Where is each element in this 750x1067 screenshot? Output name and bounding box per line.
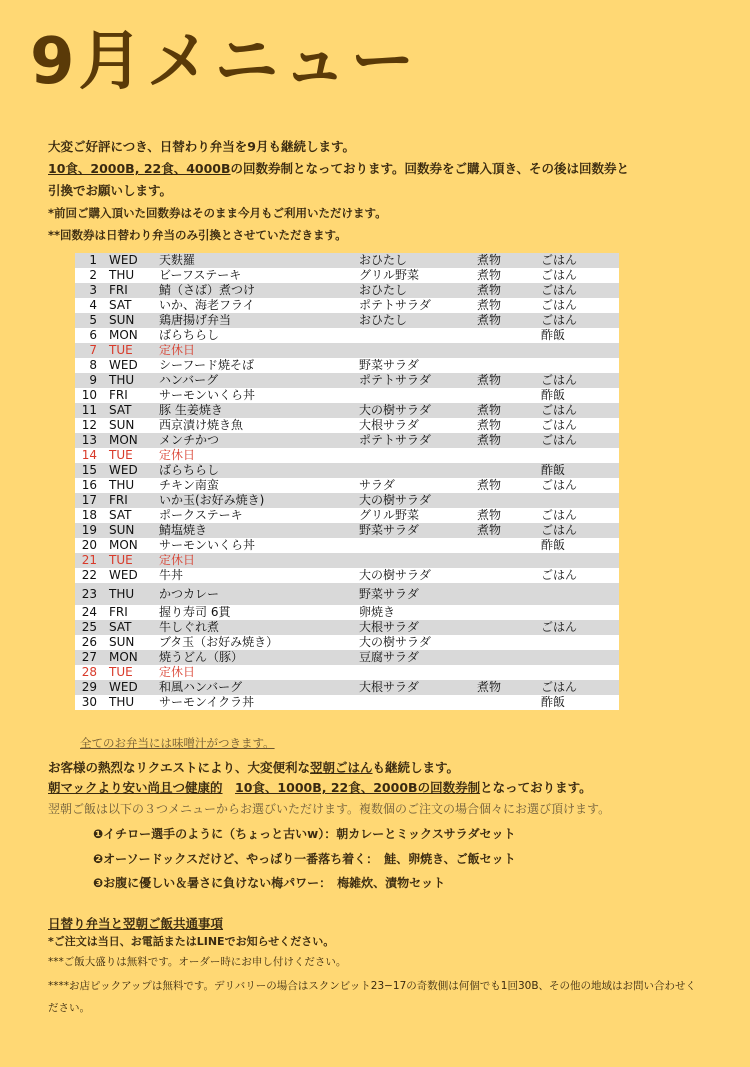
intro-note-1: *前回ご購入頂いた回数券はそのまま今月もご利用いただけます。: [48, 206, 387, 220]
rice-cell: [535, 358, 619, 373]
main-dish-cell: ポークステーキ: [153, 508, 353, 523]
day-cell: 17: [75, 493, 103, 508]
rice-cell: ごはん: [535, 373, 619, 388]
side-dish-cell: 大根サラダ: [353, 680, 471, 695]
rice-cell: 酢飯: [535, 388, 619, 403]
menu-row: [75, 373, 619, 388]
main-dish-cell: 牛丼: [153, 568, 353, 583]
menu-row: [75, 508, 619, 523]
nimono-cell: [471, 583, 535, 605]
main-dish-cell: ばらちらし: [153, 328, 353, 343]
day-cell: 22: [75, 568, 103, 583]
nimono-cell: 煮物: [471, 680, 535, 695]
rice-cell: ごはん: [535, 268, 619, 283]
morning-line-1-pre: お客様の熱烈なリクエストにより、大変便利な: [48, 760, 311, 775]
page-title: 9月メニュー: [30, 25, 419, 99]
menu-row: [75, 695, 619, 710]
weekday-cell: THU: [103, 268, 153, 283]
menu-row: [75, 343, 619, 358]
main-dish-cell: サーモンいくら丼: [153, 538, 353, 553]
miso-soup-note: 全てのお弁当には味噌汁がつきます。: [80, 736, 275, 750]
day-cell: 7: [75, 343, 103, 358]
weekday-cell: FRI: [103, 283, 153, 298]
rice-cell: [535, 553, 619, 568]
main-dish-cell: 握り寿司 6貫: [153, 605, 353, 620]
side-dish-cell: [353, 695, 471, 710]
rice-cell: ごはん: [535, 433, 619, 448]
main-dish-cell: 定休日: [153, 343, 353, 358]
main-dish-cell: サーモンいくら丼: [153, 388, 353, 403]
nimono-cell: [471, 358, 535, 373]
morning-rice-label: 翌朝ごはん: [310, 760, 373, 775]
morning-ticket-price: 10食、1000B, 22食、2000B: [235, 780, 418, 795]
rice-cell: 酢飯: [535, 538, 619, 553]
side-dish-cell: [353, 448, 471, 463]
nimono-cell: 煮物: [471, 298, 535, 313]
main-dish-cell: 豚 生姜焼き: [153, 403, 353, 418]
rice-cell: [535, 493, 619, 508]
set-item-2: ❷オーソードックスだけど、やっぱり一番落ち着く： 鮭、卵焼き、ご飯セット: [93, 851, 516, 866]
weekday-cell: WED: [103, 463, 153, 478]
nimono-cell: [471, 635, 535, 650]
menu-row: [75, 680, 619, 695]
day-cell: 21: [75, 553, 103, 568]
main-dish-cell: いか、海老フライ: [153, 298, 353, 313]
day-cell: 15: [75, 463, 103, 478]
menu-row: [75, 493, 619, 508]
menu-row: [75, 433, 619, 448]
menu-row: [75, 388, 619, 403]
day-cell: 9: [75, 373, 103, 388]
rice-cell: [535, 635, 619, 650]
main-dish-cell: ブタ玉（お好み焼き）: [153, 635, 353, 650]
rice-cell: 酢飯: [535, 328, 619, 343]
nimono-cell: [471, 328, 535, 343]
side-dish-cell: 大の樹サラダ: [353, 568, 471, 583]
menu-row: [75, 665, 619, 680]
day-cell: 16: [75, 478, 103, 493]
day-cell: 20: [75, 538, 103, 553]
main-dish-cell: 鯖（さば）煮つけ: [153, 283, 353, 298]
ticket-price-underlined: 10食、2000B, 22食、4000B: [48, 161, 231, 176]
menu-row: [75, 635, 619, 650]
day-cell: 26: [75, 635, 103, 650]
day-cell: 14: [75, 448, 103, 463]
weekday-cell: WED: [103, 358, 153, 373]
side-dish-cell: おひたし: [353, 253, 471, 268]
main-dish-cell: チキン南蛮: [153, 478, 353, 493]
rice-cell: 酢飯: [535, 463, 619, 478]
menu-row: [75, 605, 619, 620]
menu-row: [75, 553, 619, 568]
weekday-cell: WED: [103, 680, 153, 695]
morning-healthy-label: 朝マックより安い尚且つ健康的: [48, 780, 223, 795]
day-cell: 28: [75, 665, 103, 680]
morning-line-2: [48, 778, 748, 798]
weekday-cell: SAT: [103, 403, 153, 418]
weekday-cell: SUN: [103, 313, 153, 328]
nimono-cell: 煮物: [471, 508, 535, 523]
day-cell: 10: [75, 388, 103, 403]
weekday-cell: MON: [103, 650, 153, 665]
menu-row: [75, 463, 619, 478]
day-cell: 30: [75, 695, 103, 710]
rice-cell: ごはん: [535, 418, 619, 433]
weekday-cell: THU: [103, 583, 153, 605]
side-dish-cell: おひたし: [353, 283, 471, 298]
rice-cell: ごはん: [535, 283, 619, 298]
rice-cell: [535, 605, 619, 620]
day-cell: 19: [75, 523, 103, 538]
intro-line-1: 大変ご好評につき、日替わり弁当を9月も継続します。: [48, 139, 355, 154]
weekday-cell: TUE: [103, 448, 153, 463]
weekday-cell: TUE: [103, 553, 153, 568]
side-dish-cell: [353, 343, 471, 358]
menu-row: [75, 448, 619, 463]
nimono-cell: 煮物: [471, 283, 535, 298]
weekday-cell: TUE: [103, 343, 153, 358]
menu-row: [75, 268, 619, 283]
menu-row: [75, 620, 619, 635]
side-dish-cell: [353, 463, 471, 478]
main-dish-cell: 和風ハンバーグ: [153, 680, 353, 695]
intro-line-3: 引換でお願いします。: [48, 183, 173, 198]
weekday-cell: THU: [103, 373, 153, 388]
rice-cell: 酢飯: [535, 695, 619, 710]
day-cell: 11: [75, 403, 103, 418]
rice-cell: ごはん: [535, 478, 619, 493]
nimono-cell: 煮物: [471, 523, 535, 538]
side-dish-cell: ポテトサラダ: [353, 298, 471, 313]
main-dish-cell: ハンバーグ: [153, 373, 353, 388]
main-dish-cell: 焼うどん（豚）: [153, 650, 353, 665]
menu-table-body: [75, 253, 619, 710]
day-cell: 24: [75, 605, 103, 620]
main-dish-cell: 鯖塩焼き: [153, 523, 353, 538]
rice-cell: [535, 343, 619, 358]
main-dish-cell: メンチかつ: [153, 433, 353, 448]
side-dish-cell: ポテトサラダ: [353, 433, 471, 448]
set-item-1: ❶イチロー選手のように（ちょっと古いw）：朝カレーとミックスサラダセット: [93, 827, 516, 841]
nimono-cell: [471, 665, 535, 680]
rice-cell: [535, 583, 619, 605]
day-cell: 29: [75, 680, 103, 695]
common-heading: 日替り弁当と翌朝ご飯共通事項: [48, 916, 224, 931]
side-dish-cell: [353, 538, 471, 553]
common-note-2: ***ご飯大盛りは無料です。オーダー時にお申し付けください。: [48, 956, 347, 968]
main-dish-cell: 牛しぐれ煮: [153, 620, 353, 635]
main-dish-cell: いか玉(お好み焼き): [153, 493, 353, 508]
side-dish-cell: おひたし: [353, 313, 471, 328]
weekday-cell: THU: [103, 695, 153, 710]
weekday-cell: WED: [103, 568, 153, 583]
day-cell: 5: [75, 313, 103, 328]
weekday-cell: SUN: [103, 635, 153, 650]
nimono-cell: 煮物: [471, 433, 535, 448]
weekday-cell: SAT: [103, 298, 153, 313]
morning-rice-section: [48, 758, 748, 820]
rice-cell: ごはん: [535, 620, 619, 635]
side-dish-cell: [353, 388, 471, 403]
side-dish-cell: グリル野菜: [353, 268, 471, 283]
nimono-cell: [471, 538, 535, 553]
side-dish-cell: [353, 553, 471, 568]
weekday-cell: SUN: [103, 523, 153, 538]
menu-row: [75, 298, 619, 313]
menu-row: [75, 358, 619, 373]
weekday-cell: SAT: [103, 620, 153, 635]
morning-line-3: 翌朝ご飯は以下の３つメニューからお選びいただけます。複数個のご注文の場合個々にお選び頂けます。: [48, 802, 611, 816]
main-dish-cell: 鶏唐揚げ弁当: [153, 313, 353, 328]
day-cell: 23: [75, 583, 103, 605]
menu-row: [75, 568, 619, 583]
morning-line-2-gap: [223, 780, 236, 795]
menu-row: [75, 523, 619, 538]
main-dish-cell: ばらちらし: [153, 463, 353, 478]
day-cell: 13: [75, 433, 103, 448]
menu-row: [75, 313, 619, 328]
menu-row: [75, 328, 619, 343]
weekday-cell: SAT: [103, 508, 153, 523]
side-dish-cell: [353, 328, 471, 343]
side-dish-cell: 大の樹サラダ: [353, 403, 471, 418]
morning-line-2-post: となっております。: [480, 780, 592, 795]
rice-cell: [535, 665, 619, 680]
side-dish-cell: 大の樹サラダ: [353, 493, 471, 508]
menu-row: [75, 583, 619, 605]
menu-table: [75, 253, 619, 710]
side-dish-cell: 卵焼き: [353, 605, 471, 620]
day-cell: 27: [75, 650, 103, 665]
day-cell: 3: [75, 283, 103, 298]
main-dish-cell: かつカレー: [153, 583, 353, 605]
side-dish-cell: 野菜サラダ: [353, 523, 471, 538]
nimono-cell: [471, 553, 535, 568]
menu-row: [75, 283, 619, 298]
nimono-cell: 煮物: [471, 418, 535, 433]
menu-row: [75, 418, 619, 433]
main-dish-cell: サーモンイクラ丼: [153, 695, 353, 710]
side-dish-cell: 豆腐サラダ: [353, 650, 471, 665]
side-dish-cell: 野菜サラダ: [353, 358, 471, 373]
common-notes-section: [48, 915, 748, 1019]
rice-cell: ごはん: [535, 508, 619, 523]
nimono-cell: [471, 448, 535, 463]
rice-cell: [535, 448, 619, 463]
weekday-cell: FRI: [103, 388, 153, 403]
day-cell: 25: [75, 620, 103, 635]
weekday-cell: MON: [103, 538, 153, 553]
nimono-cell: [471, 343, 535, 358]
nimono-cell: 煮物: [471, 253, 535, 268]
intro-note-2: **回数券は日替わり弁当のみ引換とさせていただきます。: [48, 228, 347, 242]
main-dish-cell: 定休日: [153, 448, 353, 463]
side-dish-cell: 大根サラダ: [353, 418, 471, 433]
main-dish-cell: シーフード焼そば: [153, 358, 353, 373]
side-dish-cell: [353, 665, 471, 680]
day-cell: 2: [75, 268, 103, 283]
nimono-cell: [471, 695, 535, 710]
side-dish-cell: 大の樹サラダ: [353, 635, 471, 650]
rice-cell: ごはん: [535, 523, 619, 538]
set-item-3: ❸お腹に優しい＆暑さに負けない梅パワー： 梅雑炊、漬物セット: [93, 876, 446, 890]
weekday-cell: SUN: [103, 418, 153, 433]
intro-line-2-rest: の回数券制となっております。回数券をご購入頂き、その後は回数券と: [230, 161, 630, 176]
day-cell: 18: [75, 508, 103, 523]
nimono-cell: 煮物: [471, 478, 535, 493]
morning-ticket-system: の回数券制: [417, 780, 481, 795]
weekday-cell: THU: [103, 478, 153, 493]
rice-cell: ごはん: [535, 403, 619, 418]
morning-line-1-post: も継続します。: [372, 760, 460, 775]
side-dish-cell: グリル野菜: [353, 508, 471, 523]
nimono-cell: [471, 493, 535, 508]
menu-row: [75, 538, 619, 553]
side-dish-cell: ポテトサラダ: [353, 373, 471, 388]
rice-cell: ごはん: [535, 298, 619, 313]
menu-row: [75, 253, 619, 268]
main-dish-cell: 定休日: [153, 553, 353, 568]
menu-row: [75, 650, 619, 665]
nimono-cell: 煮物: [471, 268, 535, 283]
common-note-3: ****お店ピックアップは無料です。デリバリーの場合はスクンビット23−17の奇数側は何個でも1回30B、その他の地域はお問い合わせください。: [48, 980, 697, 1014]
day-cell: 4: [75, 298, 103, 313]
nimono-cell: [471, 388, 535, 403]
day-cell: 1: [75, 253, 103, 268]
intro-line-2: [48, 158, 728, 180]
day-cell: 8: [75, 358, 103, 373]
nimono-cell: 煮物: [471, 403, 535, 418]
weekday-cell: FRI: [103, 493, 153, 508]
morning-sets-list: [93, 822, 516, 896]
nimono-cell: [471, 605, 535, 620]
intro-section: [48, 136, 728, 246]
common-note-1: *ご注文は当日、お電話またはLINEでお知らせください。: [48, 935, 335, 948]
weekday-cell: MON: [103, 433, 153, 448]
day-cell: 12: [75, 418, 103, 433]
main-dish-cell: ビーフステーキ: [153, 268, 353, 283]
rice-cell: ごはん: [535, 253, 619, 268]
menu-row: [75, 403, 619, 418]
weekday-cell: TUE: [103, 665, 153, 680]
menu-row: [75, 478, 619, 493]
nimono-cell: [471, 568, 535, 583]
weekday-cell: FRI: [103, 605, 153, 620]
rice-cell: [535, 650, 619, 665]
morning-line-1: [48, 758, 748, 778]
nimono-cell: [471, 650, 535, 665]
day-cell: 6: [75, 328, 103, 343]
nimono-cell: [471, 463, 535, 478]
weekday-cell: MON: [103, 328, 153, 343]
side-dish-cell: 大根サラダ: [353, 620, 471, 635]
side-dish-cell: サラダ: [353, 478, 471, 493]
main-dish-cell: 定休日: [153, 665, 353, 680]
side-dish-cell: 野菜サラダ: [353, 583, 471, 605]
rice-cell: ごはん: [535, 568, 619, 583]
rice-cell: ごはん: [535, 313, 619, 328]
nimono-cell: [471, 620, 535, 635]
weekday-cell: WED: [103, 253, 153, 268]
nimono-cell: 煮物: [471, 313, 535, 328]
main-dish-cell: 西京漬け焼き魚: [153, 418, 353, 433]
nimono-cell: 煮物: [471, 373, 535, 388]
main-dish-cell: 天麩羅: [153, 253, 353, 268]
rice-cell: ごはん: [535, 680, 619, 695]
